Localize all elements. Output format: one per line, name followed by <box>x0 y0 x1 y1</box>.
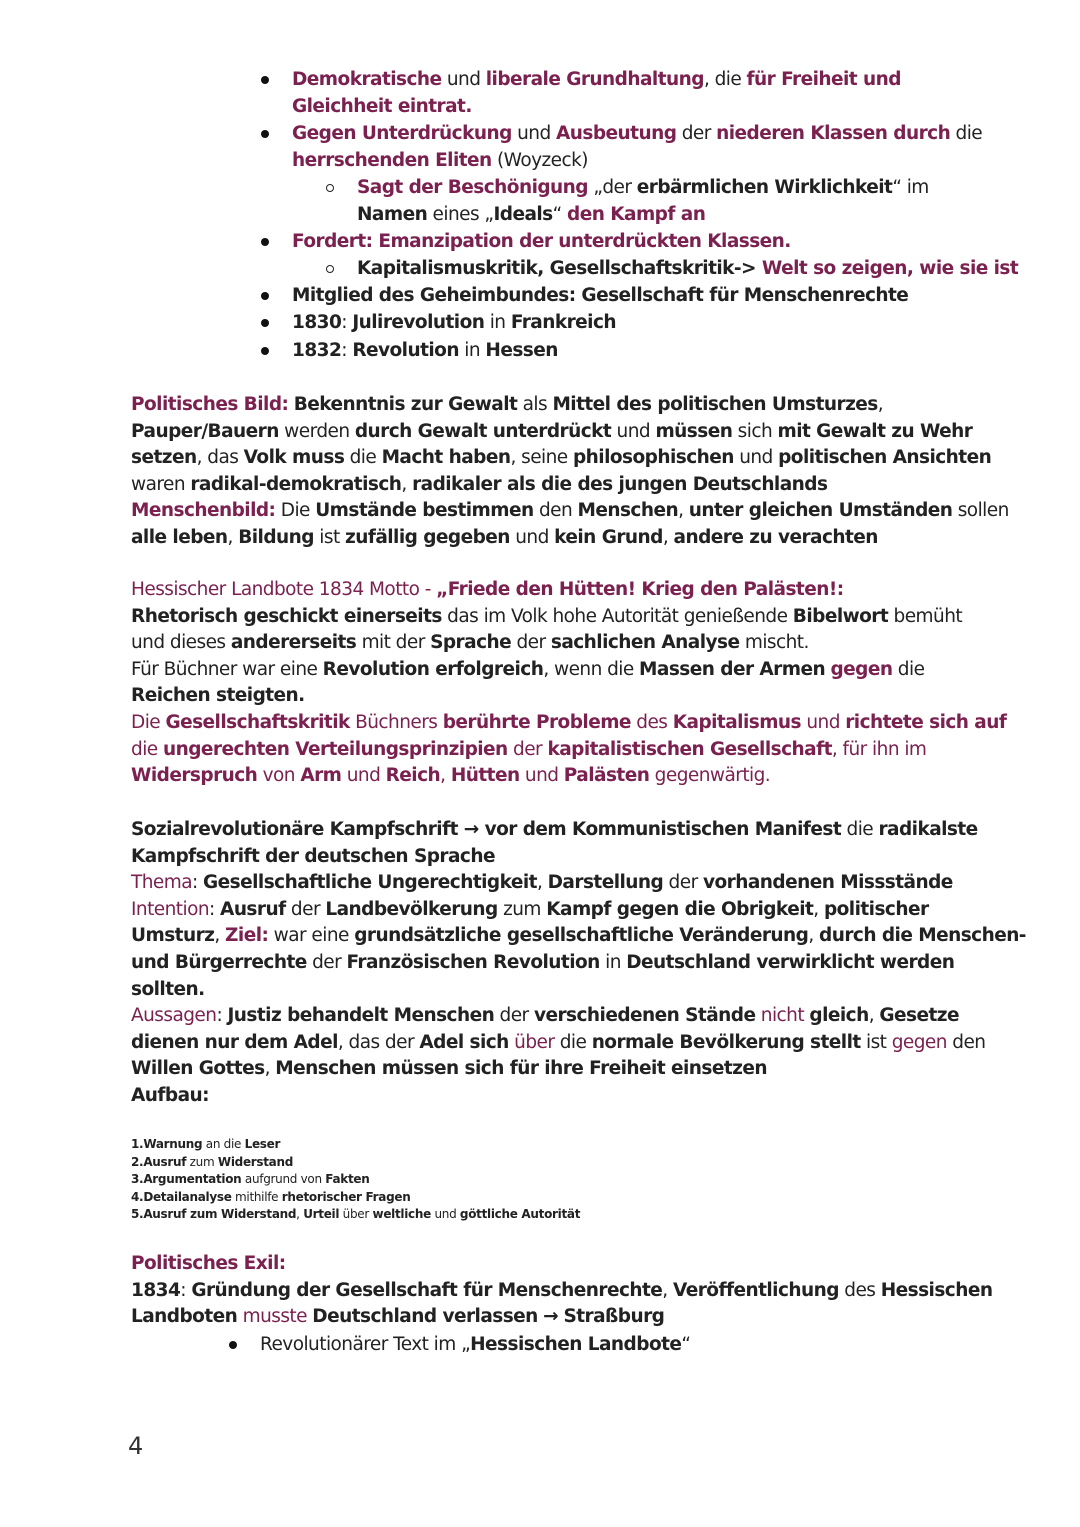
text-span: , <box>536 872 548 894</box>
text-span: , <box>877 394 884 415</box>
text-span: , wenn die <box>543 658 640 680</box>
text-span: Gründung der Gesellschaft für Menschenrechte <box>191 1279 663 1301</box>
text-span: aufgrund von <box>241 1172 326 1186</box>
text-span: werden <box>278 420 355 442</box>
text-span: Julirevolution <box>352 312 485 333</box>
text-span: : <box>209 898 221 920</box>
text-span: der <box>511 632 551 654</box>
text-line <box>131 1136 280 1153</box>
text-span: Deutschland verwirklicht werden <box>626 952 955 973</box>
text-span: andere zu verachten <box>673 527 878 548</box>
text-span: Menschen <box>577 500 679 522</box>
text-span: Menschen müssen sich für ihre Freiheit einsetzen <box>275 1058 768 1080</box>
text-span: und <box>519 765 564 787</box>
text-span: musste <box>242 1306 307 1328</box>
text-span: “ <box>681 1334 691 1355</box>
text-span: und dieses <box>131 632 231 654</box>
text-line <box>260 1332 690 1358</box>
text-line <box>131 445 991 471</box>
text-line <box>292 229 791 255</box>
text-span: und <box>801 712 846 733</box>
text-span: politischen Ansichten <box>778 447 992 469</box>
text-span: den <box>946 1031 986 1053</box>
text-span: Ziel: <box>225 925 269 947</box>
text-span: Kampfschrift der deutschen Sprache <box>131 845 495 867</box>
text-span: Veröffentlichung <box>672 1279 839 1301</box>
text-span: richtete sich auf <box>845 712 1007 733</box>
text-span: zum <box>186 1154 218 1169</box>
text-span: eines „ <box>427 204 494 225</box>
bullet-icon <box>261 319 269 327</box>
text-span: : <box>341 340 353 361</box>
text-span: müssen <box>655 420 733 442</box>
text-span: die <box>841 819 879 840</box>
text-span: Sprache <box>430 632 512 654</box>
text-line <box>131 870 953 896</box>
text-span: Namen <box>357 204 428 225</box>
text-line <box>131 710 1006 736</box>
text-span: gegen <box>891 1031 947 1053</box>
text-span: , <box>440 765 451 787</box>
text-span: kapitalistischen Gesellschaft <box>547 738 832 760</box>
text-span: gegen <box>830 658 893 680</box>
text-line <box>131 763 770 789</box>
text-line <box>131 630 809 656</box>
text-line <box>131 897 929 923</box>
text-span: Büchners <box>349 712 443 733</box>
text-span: 1832 <box>292 340 342 361</box>
text-span: , <box>662 1279 673 1301</box>
text-line <box>292 121 982 147</box>
text-span: philosophischen <box>572 447 734 469</box>
text-span: Justiz behandelt Menschen <box>227 1005 495 1027</box>
text-span: 5. <box>131 1207 144 1221</box>
text-span: liberale Grundhaltung <box>485 69 704 90</box>
text-line <box>131 1003 959 1029</box>
text-line <box>131 1056 767 1082</box>
text-span: alle leben <box>131 527 228 548</box>
text-line <box>131 604 962 630</box>
text-span: die <box>554 1031 592 1053</box>
text-span: Rhetorisch geschickt einerseits <box>131 605 442 627</box>
text-span: , <box>678 500 689 522</box>
text-span: Für Büchner war eine <box>131 658 323 680</box>
text-span: zum <box>497 898 547 920</box>
bullet-icon <box>261 76 269 84</box>
bullet-icon <box>229 1341 237 1349</box>
text-span: ist <box>313 527 345 548</box>
text-span: unter gleichen Umständen <box>688 500 953 522</box>
text-span: gegenwärtig. <box>649 765 771 787</box>
text-line <box>131 1206 580 1223</box>
text-span: und Bürgerrechte <box>131 952 307 973</box>
text-span: Intention <box>131 898 210 920</box>
text-span: 1834 <box>131 1279 181 1301</box>
bullet-icon <box>261 130 269 138</box>
text-span: Thema <box>131 872 193 894</box>
text-span: Ausruf zum Widerstand <box>143 1207 297 1221</box>
text-line <box>131 525 878 551</box>
text-span: Palästen <box>563 765 650 787</box>
text-span: sich <box>732 420 778 442</box>
text-span: “ <box>552 204 568 225</box>
text-span: Bildung <box>238 527 314 548</box>
text-span: radikalste <box>878 819 978 840</box>
text-span: Bekenntnis zur Gewalt <box>293 394 518 415</box>
text-span: göttliche Autorität <box>459 1207 581 1221</box>
text-span: des <box>838 1279 881 1301</box>
text-span: Ausbeutung <box>556 123 677 144</box>
text-span: radikal-demokratisch <box>190 473 402 495</box>
text-span: Die <box>275 500 316 522</box>
text-span: Willen Gottes <box>131 1058 265 1080</box>
text-span: den Kampf an <box>567 204 706 225</box>
text-span: “ im <box>892 177 929 198</box>
text-span: , <box>214 925 226 947</box>
text-span: Umstände bestimmen <box>315 500 534 522</box>
text-span: Fakten <box>325 1172 370 1186</box>
text-span: , <box>868 1005 880 1027</box>
text-span: setzen <box>131 447 197 469</box>
text-span: Revolution erfolgreich <box>322 658 544 680</box>
text-span: in <box>599 952 627 973</box>
text-span: Landboten <box>131 1306 238 1328</box>
text-line <box>357 175 929 201</box>
text-span: die <box>131 738 163 760</box>
text-line <box>292 338 558 364</box>
text-span: Aufbau: <box>131 1085 209 1106</box>
text-span: sachlichen Analyse <box>550 632 740 654</box>
text-span: Sozialrevolutionäre Kampfschrift <box>131 819 464 840</box>
text-span: in <box>458 340 486 361</box>
text-span: vorhandenen Missstände <box>702 872 953 894</box>
text-span: des <box>630 712 673 733</box>
text-span: nicht <box>760 1005 805 1027</box>
text-span: und <box>611 420 656 442</box>
text-span: und <box>441 69 486 90</box>
text-span: Gesetze <box>879 1005 959 1027</box>
text-span: sollten. <box>131 978 205 1000</box>
text-span: kein Grund <box>554 527 663 548</box>
text-span: grundsätzliche gesellschaftliche Veränderung <box>354 925 809 947</box>
text-span: der <box>663 872 703 894</box>
text-span: (Woyzeck) <box>491 150 588 171</box>
text-span: , <box>264 1058 276 1080</box>
text-span: war eine <box>268 925 355 947</box>
text-span: als <box>517 394 553 415</box>
text-span: Hessischen <box>880 1279 993 1301</box>
text-span: Hessen <box>485 340 558 361</box>
text-span: , <box>401 473 413 495</box>
text-line <box>131 1083 209 1109</box>
text-line <box>131 1278 992 1304</box>
text-line <box>131 419 972 445</box>
text-span: 1830 <box>292 312 342 333</box>
text-line <box>131 923 1026 949</box>
text-span: der <box>676 123 717 144</box>
text-span: Macht haben <box>381 447 511 469</box>
text-span: herrschenden Eliten <box>292 150 492 171</box>
text-span: und <box>430 1207 460 1221</box>
text-span: mischt. <box>739 632 809 654</box>
text-span: bemüht <box>888 605 963 627</box>
text-span: von <box>257 765 301 787</box>
text-span: normale Bevölkerung stellt <box>591 1031 861 1053</box>
text-span: an die <box>202 1137 245 1151</box>
text-span: „der <box>587 177 637 198</box>
text-span: und <box>509 527 555 548</box>
text-span: zufällig gegeben <box>345 527 510 548</box>
text-span: rhetorischer Fragen <box>281 1189 411 1204</box>
text-span: waren <box>131 473 191 495</box>
text-line <box>131 392 883 418</box>
text-span: ist <box>860 1031 892 1053</box>
text-span: über <box>339 1207 373 1221</box>
text-line <box>131 577 844 603</box>
text-span: Volk muss <box>243 447 345 469</box>
text-span: : <box>341 312 353 333</box>
text-span: 2. <box>131 1154 144 1169</box>
text-span: , <box>227 527 239 548</box>
text-span: Reich <box>385 765 441 787</box>
text-line <box>131 1189 410 1206</box>
text-span: durch die Menschen- <box>819 925 1026 947</box>
text-span: die <box>950 123 983 144</box>
text-span: Bibelwort <box>792 605 889 627</box>
text-span: Gesellschaftskritik <box>165 712 350 733</box>
text-line <box>131 1154 293 1171</box>
text-line <box>131 1304 664 1330</box>
text-span: mithilfe <box>231 1189 282 1204</box>
text-span: Französischen Revolution <box>346 952 600 973</box>
text-span: Straßburg <box>563 1306 665 1328</box>
text-span: Politisches Exil: <box>131 1253 286 1274</box>
text-span: Widerstand <box>217 1154 294 1169</box>
text-line <box>131 472 827 498</box>
text-span: Hessischen Landbote <box>470 1334 682 1355</box>
text-span: Ideals <box>493 204 553 225</box>
text-span: andererseits <box>230 632 357 654</box>
text-span: gleich <box>809 1005 869 1027</box>
text-span: Kampf gegen die Obrigkeit <box>546 898 814 920</box>
text-span: und <box>733 447 779 469</box>
text-span: Landbevölkerung <box>325 898 498 920</box>
text-span: und <box>511 123 556 144</box>
text-span: Aussagen <box>131 1005 217 1027</box>
text-line <box>131 737 926 763</box>
text-span: : <box>180 1279 192 1301</box>
text-span: Sagt der Beschönigung <box>357 177 588 198</box>
text-span: Hessischer Landbote 1834 Motto - <box>131 579 437 600</box>
text-span: und <box>341 765 386 787</box>
text-span: den <box>533 500 578 522</box>
text-span: für Freiheit und <box>746 69 901 90</box>
bullet-icon <box>261 347 269 355</box>
text-span: Hütten <box>450 765 520 787</box>
text-span: Adel sich <box>419 1031 509 1053</box>
text-line <box>131 683 305 709</box>
text-span: erbärmlichen Wirklichkeit <box>636 177 893 198</box>
text-span: Massen der Armen <box>639 658 826 680</box>
text-span: , für ihn im <box>831 738 927 760</box>
text-span: berührte Probleme <box>442 712 631 733</box>
text-span: in <box>484 312 511 333</box>
text-span: Gesellschaftliche Ungerechtigkeit <box>203 872 537 894</box>
text-span: Kapitalismus <box>672 712 802 733</box>
text-span: → <box>543 1306 559 1328</box>
text-span: Politisches Bild: <box>131 394 289 415</box>
circle-bullet-icon <box>326 265 334 273</box>
text-line <box>131 950 954 976</box>
text-span: Argumentation <box>143 1172 242 1186</box>
text-span: Widerspruch <box>131 765 258 787</box>
text-span: Darstellung <box>547 872 664 894</box>
text-span: Demokratische <box>292 69 442 90</box>
text-span: : <box>216 1005 228 1027</box>
text-span: die <box>892 658 925 680</box>
text-span: Warnung <box>143 1137 203 1151</box>
text-span: der <box>507 738 548 760</box>
text-line <box>357 256 1018 282</box>
text-span: dienen nur dem Adel <box>131 1031 338 1053</box>
text-span: → <box>463 819 479 840</box>
text-line <box>131 1030 985 1056</box>
text-span: die <box>344 447 382 469</box>
text-span: Frankreich <box>510 312 616 333</box>
text-line <box>131 844 495 870</box>
text-span: Mitglied des Geheimbundes: Gesellschaft für Menschenrechte <box>292 285 909 306</box>
text-span: 1. <box>131 1137 144 1151</box>
text-span: Arm <box>300 765 342 787</box>
text-span: Ausruf <box>143 1154 187 1169</box>
text-line <box>131 657 924 683</box>
text-span: : <box>192 872 204 894</box>
text-span: , das <box>196 447 244 469</box>
text-line <box>292 94 472 120</box>
text-span: Ausruf <box>220 898 286 920</box>
text-span: , <box>662 527 674 548</box>
text-span: , <box>808 925 820 947</box>
text-span: Kapitalismuskritik, Gesellschaftskritik-> <box>357 258 762 279</box>
text-span: ungerechten Verteilungsprinzipien <box>162 738 508 760</box>
text-span: , seine <box>510 447 573 469</box>
text-span: vor dem Kommunistischen Manifest <box>478 819 842 840</box>
text-span: radikaler als die des jungen Deutschlands <box>412 473 828 495</box>
text-span: , <box>296 1207 304 1221</box>
text-span: niederen Klassen durch <box>716 123 951 144</box>
text-span: sollen <box>952 500 1009 522</box>
text-span: mit der <box>356 632 431 654</box>
text-line <box>357 202 705 228</box>
text-span: Detailanalyse <box>143 1189 232 1204</box>
circle-bullet-icon <box>326 184 334 192</box>
text-line <box>131 817 978 843</box>
text-span: das im Volk hohe Autorität genießende <box>441 605 793 627</box>
text-line <box>292 67 901 93</box>
text-span: 3. <box>131 1172 144 1186</box>
text-span: Reichen steigten. <box>131 685 305 707</box>
text-line <box>292 283 908 309</box>
text-span: verschiedenen Stände <box>533 1005 756 1027</box>
text-span: Urteil <box>303 1207 340 1221</box>
text-span: Gleichheit eintrat. <box>292 96 472 117</box>
text-span: Umsturz <box>131 925 215 947</box>
text-span: mit Gewalt zu Wehr <box>777 420 973 442</box>
text-span: der <box>494 1005 534 1027</box>
text-span: Welt so zeigen, wie sie ist <box>761 258 1019 279</box>
text-span: der <box>285 898 326 920</box>
text-line <box>131 977 205 1003</box>
page-number: 4 <box>128 1432 144 1460</box>
text-line <box>131 498 1009 524</box>
text-line <box>292 148 588 174</box>
text-span: der <box>306 952 347 973</box>
text-span: über <box>514 1031 555 1053</box>
text-span: Menschenbild: <box>131 500 276 522</box>
text-span: , <box>813 898 824 920</box>
text-span: weltliche <box>372 1207 431 1221</box>
text-span: politischer <box>823 898 929 920</box>
text-span: Gegen Unterdrückung <box>292 123 512 144</box>
text-span: 4. <box>131 1189 144 1204</box>
text-span: Fordert: Emanzipation der unterdrückten Klassen. <box>292 231 791 252</box>
text-span: Leser <box>244 1137 281 1151</box>
bullet-icon <box>261 292 269 300</box>
text-span: , die <box>703 69 747 90</box>
bullet-icon <box>261 238 269 246</box>
text-span: Die <box>131 712 166 733</box>
text-span: Pauper/Bauern <box>131 420 279 442</box>
text-span: Mittel des politischen Umsturzes <box>552 394 878 415</box>
text-span: Deutschland verlassen <box>312 1306 538 1328</box>
text-line <box>131 1171 369 1188</box>
text-span: Revolutionärer Text im „ <box>260 1334 471 1355</box>
text-line <box>131 1251 286 1277</box>
text-span: , das der <box>337 1031 420 1053</box>
text-line <box>292 310 616 336</box>
text-span: „Friede den Hütten! Krieg den Palästen!: <box>436 579 844 600</box>
text-span: Revolution <box>352 340 459 361</box>
text-span: durch Gewalt unterdrückt <box>354 420 612 442</box>
